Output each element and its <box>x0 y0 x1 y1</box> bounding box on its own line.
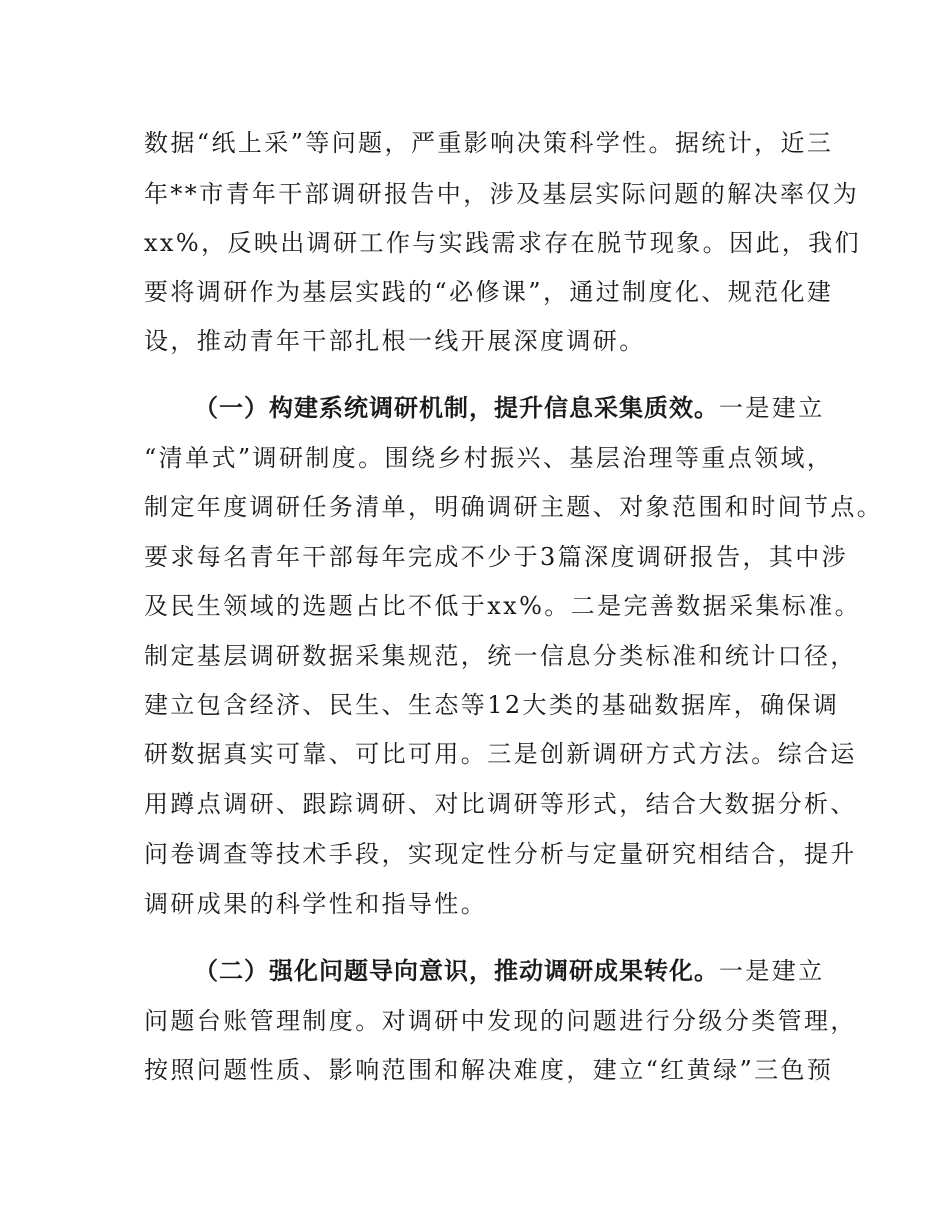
section-2-heading: （二）强化问题导向意识，推动调研成果转化。 <box>194 957 719 985</box>
text-line: 按照问题性质、影响范围和解决难度，建立“红黄绿”三色预 <box>144 1056 834 1084</box>
text-line: 设，推动青年干部扎根一线开展深度调研。 <box>144 327 646 355</box>
text-line: 数据“纸上采”等问题，严重影响决策科学性。据统计，近三 <box>144 129 834 157</box>
section-1-first-line-rest: 一是建立 <box>719 394 825 422</box>
section-2-first-line <box>194 951 825 991</box>
text-line: “清单式”调研制度。围绕乡村振兴、基层治理等重点领域， <box>144 444 834 472</box>
text-line: 建立包含经济、民生、生态等12大类的基础数据库，确保调 <box>144 691 840 719</box>
text-line: 及民生领域的选题占比不低于xx%。二是完善数据采集标准。 <box>144 592 862 620</box>
text-line: 要将调研作为基层实践的“必修课”，通过制度化、规范化建 <box>144 278 834 306</box>
section-1-first-line <box>194 388 825 428</box>
text-line: xx%，反映出调研工作与实践需求存在脱节现象。因此，我们 <box>144 229 862 257</box>
text-line: 问卷调查等技术手段，实现定性分析与定量研究相结合，提升 <box>144 840 857 868</box>
section-2-first-line-rest: 一是建立 <box>719 957 825 985</box>
text-line: 制定年度调研任务清单，明确调研主题、对象范围和时间节点。 <box>144 493 884 521</box>
text-line: 研数据真实可靠、可比可用。三是创新调研方式方法。综合运 <box>144 740 857 768</box>
text-line: 要求每名青年干部每年完成不少于3篇深度调研报告，其中涉 <box>144 543 849 571</box>
section-1-heading: （一）构建系统调研机制，提升信息采集质效。 <box>194 394 719 422</box>
text-line: 年**市青年干部调研报告中，涉及基层实际问题的解决率仅为 <box>144 180 860 208</box>
text-line: 调研成果的科学性和指导性。 <box>144 890 488 918</box>
text-line: 问题台账管理制度。对调研中发现的问题进行分级分类管理， <box>144 1007 857 1035</box>
text-line: 制定基层调研数据采集规范，统一信息分类标准和统计口径， <box>144 642 857 670</box>
text-line: 用蹲点调研、跟踪调研、对比调研等形式，结合大数据分析、 <box>144 790 857 818</box>
